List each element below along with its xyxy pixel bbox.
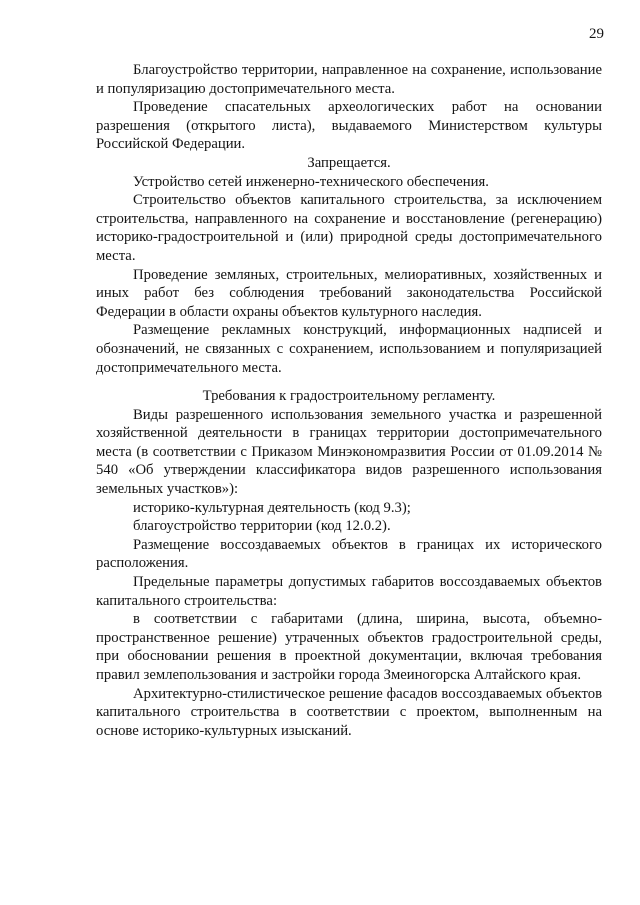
paragraph-archaeology: Проведение спасательных археологических работ на основании разрешения (открытого листа), выдаваемого Министерством культуры Российской Федерации. <box>96 99 602 153</box>
paragraph-reconstructed-placement: Размещение воссоздаваемых объектов в границах их исторического расположения. <box>96 536 602 572</box>
page-number: 29 <box>589 26 604 42</box>
paragraph-engineering-networks: Устройство сетей инженерно-технического обеспечения. <box>133 173 489 190</box>
paragraph-dimension-limits: Предельные параметры допустимых габаритов воссоздаваемых объектов капитального строительства: <box>96 574 602 609</box>
paragraph-permitted-use: Виды разрешенного использования земельного участка и разрешенной хозяйственной деятельности в границах территории достопримечательного места (в соответствии с Приказом Минэкономразвития России от 01.09.2014 № 540 «Об утверждении классификатора видов разрешенного использования земельных участков»): <box>96 406 602 498</box>
heading-regulation: Требования к градостроительному регламенту. <box>202 388 496 405</box>
document-body <box>96 61 602 740</box>
paragraph-earthworks: Проведение земляных, строительных, мелиоративных, хозяйственных и иных работ без соблюдения требований законодательства Российской Федерации в области охраны объектов культурного наследия. <box>96 266 602 320</box>
paragraph-landscaping: Благоустройство территории, направленное на сохранение, использование и популяризацию достопримечательного места. <box>96 62 602 97</box>
section-gap <box>96 377 602 387</box>
paragraph-facade-solution: Архитектурно-стилистическое решение фасадов воссоздаваемых объектов капитального строительства в соответствии с проектом, выполненным на основе историко-культурных изысканий. <box>96 685 602 739</box>
heading-prohibited: Запрещается. <box>307 154 391 171</box>
paragraph-dimension-details: в соответствии с габаритами (длина, ширина, высота, объемно-пространственное решение) утраченных объектов градостроительной среды, при обосновании решения в проектной документации, включая требования правил землепользования и застройки города Змеиногорска Алтайского края. <box>96 611 602 683</box>
paragraph-advertising: Размещение рекламных конструкций, информационных надписей и обозначений, не связанных с сохранением, использованием и популяризацией достопримечательного места. <box>96 322 602 376</box>
paragraph-capital-construction: Строительство объектов капитального строительства, за исключением строительства, направленного на сохранение и восстановление (регенерацию) историко-градостроительной и (или) природной среды достопримечательного места. <box>96 192 602 264</box>
list-item-historical-cultural: историко-культурная деятельность (код 9.3); <box>133 499 411 516</box>
list-item-landscaping-code: благоустройство территории (код 12.0.2). <box>133 518 391 535</box>
